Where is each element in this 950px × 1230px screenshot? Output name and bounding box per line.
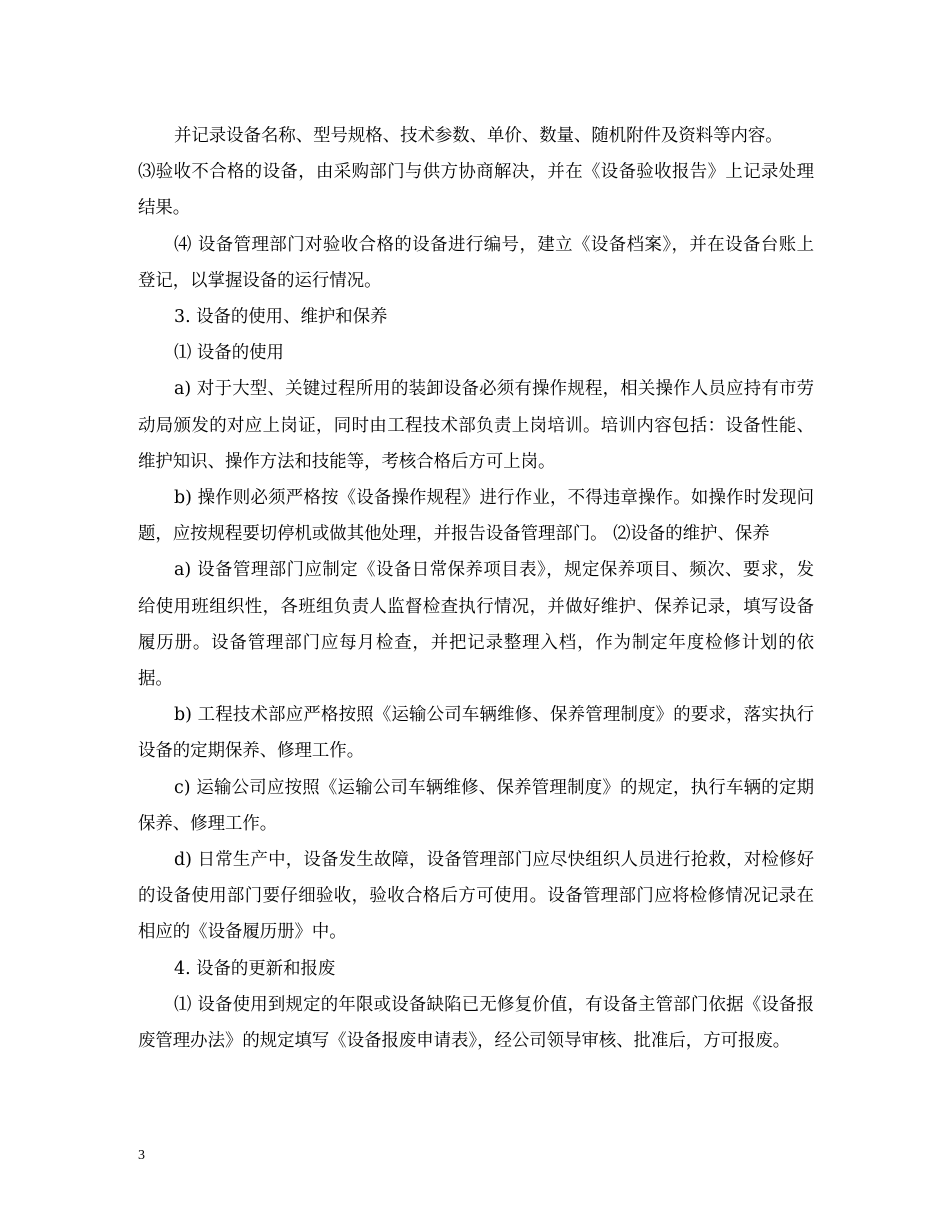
paragraph-unqualified-equipment: ⑶验收不合格的设备，由采购部门与供方协商解决，并在《设备验收报告》上记录处理结果。: [138, 162, 814, 219]
paragraph-vehicle-maintenance: c) 运输公司应按照《运输公司车辆维修、保养管理制度》的规定，执行车辆的定期保养、修理工作。: [138, 777, 814, 834]
section-heading-use-maintenance: 3. 设备的使用、维护和保养: [174, 307, 388, 328]
paragraph-fault-handling: d) 日常生产中，设备发生故障，设备管理部门应尽快组织人员进行抢救，对检修好的设备使用部门要仔细验收，验收合格后方可使用。设备管理部门应将检修情况记录在相应的《设备履历册》中。: [138, 850, 814, 943]
paragraph-operating-rules: a) 对于大型、关键过程所用的装卸设备必须有操作规程，相关操作人员应持有市劳动局颁发的对应上岗证，同时由工程技术部负责上岗培训。培训内容包括：设备性能、维护知识、操作方法和技能等，考核合格后方可上岗。: [138, 379, 814, 472]
paragraph-record-equipment-info: 并记录设备名称、型号规格、技术参数、单价、数量、随机附件及资料等内容。: [174, 126, 783, 146]
page-number: 3: [138, 1148, 145, 1163]
subheading-equipment-use: ⑴ 设备的使用: [174, 343, 284, 364]
paragraph-daily-maintenance: a) 设备管理部门应制定《设备日常保养项目表》，规定保养项目、频次、要求，发给使用班组织性，各班组负责人监督检查执行情况，并做好维护、保养记录，填写设备履历册。设备管理部门应每月检查，并把记录整理入档，作为制定年度检修计划的依据。: [138, 560, 814, 690]
paragraph-engineering-maintenance: b) 工程技术部应严格按照《运输公司车辆维修、保养管理制度》的要求，落实执行设备的定期保养、修理工作。: [138, 705, 814, 762]
paragraph-equipment-numbering: ⑷ 设备管理部门对验收合格的设备进行编号，建立《设备档案》，并在设备台账上登记，以掌握设备的运行情况。: [138, 234, 814, 291]
document-body: [138, 118, 814, 1059]
section-heading-update-scrap: 4. 设备的更新和报废: [174, 958, 336, 979]
paragraph-strict-operation: b) 操作则必须严格按《设备操作规程》进行作业，不得违章操作。如操作时发现问题，应按规程要切停机或做其他处理，并报告设备管理部门。 ⑵设备的维护、保养: [138, 488, 814, 545]
paragraph-scrap-procedure: ⑴ 设备使用到规定的年限或设备缺陷已无修复价值，有设备主管部门依据《设备报废管理办法》的规定填写《设备报废申请表》，经公司领导审核、批准后，方可报废。: [138, 994, 814, 1052]
